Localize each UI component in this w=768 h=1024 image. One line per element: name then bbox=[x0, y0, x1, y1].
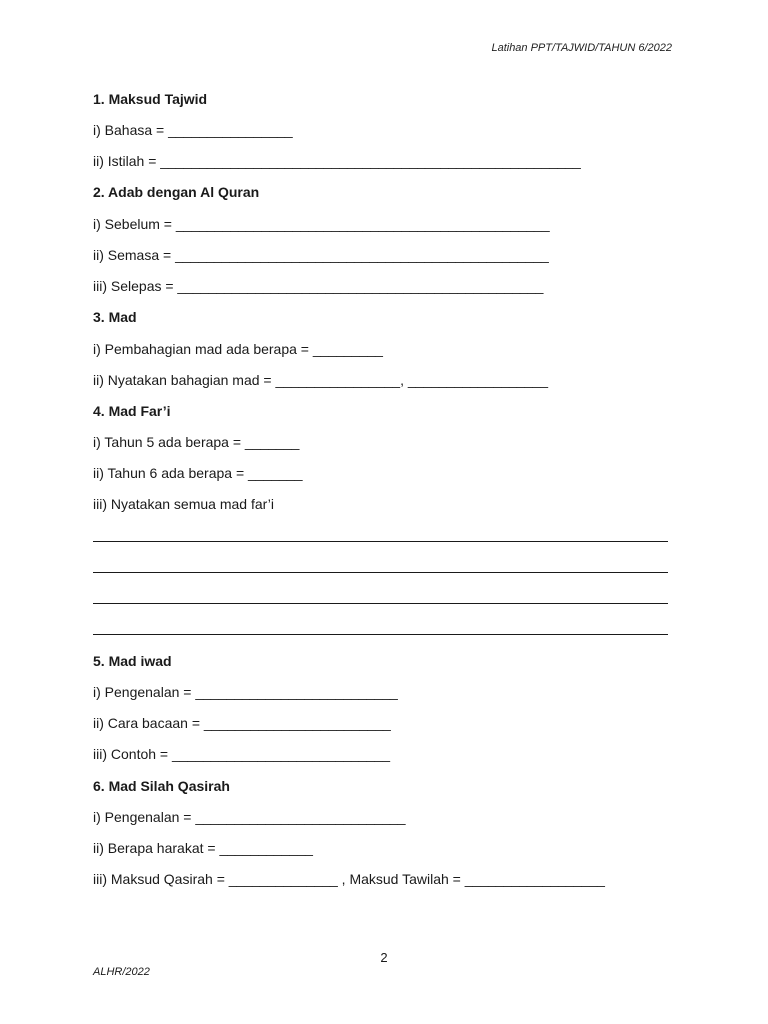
question-line: ii) Semasa = ________________________________________________ bbox=[93, 247, 549, 263]
page-number: 2 bbox=[380, 950, 388, 965]
section-heading: 4. Mad Far’i bbox=[93, 403, 171, 419]
answer-rule bbox=[93, 541, 668, 542]
page-header: Latihan PPT/TAJWID/TAHUN 6/2022 bbox=[491, 42, 672, 54]
section-heading: 6. Mad Silah Qasirah bbox=[93, 778, 230, 794]
answer-rule bbox=[93, 634, 668, 635]
question-line: iii) Contoh = ____________________________ bbox=[93, 746, 390, 762]
question-line: iii) Nyatakan semua mad far’i bbox=[93, 496, 275, 512]
question-line: i) Pembahagian mad ada berapa = _________ bbox=[93, 341, 383, 357]
question-line: iii) Selepas = _______________________________________________ bbox=[93, 278, 544, 294]
question-line: ii) Nyatakan bahagian mad = ________________, __________________ bbox=[93, 372, 549, 388]
question-line: ii) Istilah = ______________________________________________________ bbox=[93, 153, 581, 169]
question-line: i) Pengenalan = __________________________ bbox=[93, 684, 398, 700]
section-heading: 1. Maksud Tajwid bbox=[93, 91, 208, 107]
question-line: iii) Maksud Qasirah = ______________ , Maksud Tawilah = __________________ bbox=[93, 871, 605, 887]
question-line: i) Bahasa = ________________ bbox=[93, 122, 293, 138]
answer-rule bbox=[93, 603, 668, 604]
section-heading: 5. Mad iwad bbox=[93, 653, 172, 669]
section-heading: 3. Mad bbox=[93, 309, 137, 325]
question-line: ii) Cara bacaan = ________________________ bbox=[93, 715, 391, 731]
answer-rule bbox=[93, 572, 668, 573]
question-line: i) Tahun 5 ada berapa = _______ bbox=[93, 434, 300, 450]
section-heading: 2. Adab dengan Al Quran bbox=[93, 184, 260, 200]
page-footer: ALHR/2022 bbox=[93, 966, 150, 978]
question-line: i) Pengenalan = ___________________________ bbox=[93, 809, 406, 825]
question-line: i) Sebelum = ________________________________________________ bbox=[93, 216, 550, 232]
question-line: ii) Berapa harakat = ____________ bbox=[93, 840, 313, 856]
question-line: ii) Tahun 6 ada berapa = _______ bbox=[93, 465, 303, 481]
